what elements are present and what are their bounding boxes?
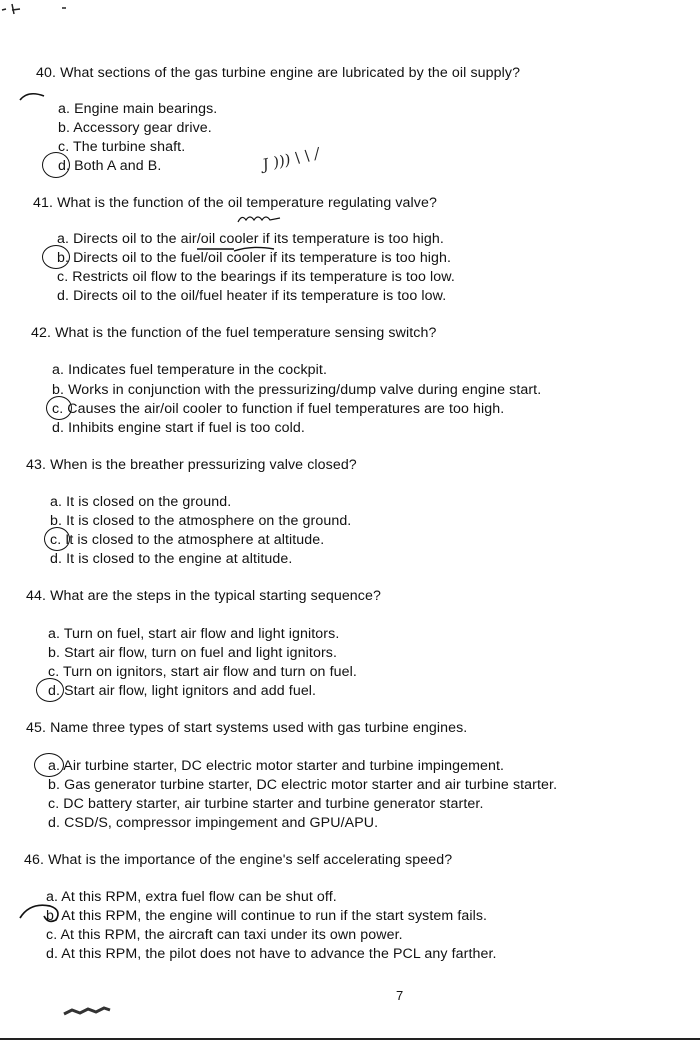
scanner-smudge (62, 1004, 112, 1018)
stray-scan-mark (0, 0, 80, 20)
question-42-option-b: b. Works in conjunction with the pressurizing/dump valve during engine start. (52, 382, 542, 398)
answer-circle-43 (44, 527, 70, 551)
question-45-option-a: a. Air turbine starter, DC electric motor starter and turbine impingement. (48, 758, 505, 774)
question-40-option-d: d. Both A and B. (58, 158, 162, 174)
question-45-option-d: d. CSD/S, compressor impingement and GPU/APU. (48, 815, 379, 831)
question-41-option-d: d. Directs oil to the oil/fuel heater if its temperature is too low. (57, 288, 447, 304)
question-45-option-b: b. Gas generator turbine starter, DC electric motor starter and air turbine starter. (48, 777, 558, 793)
answer-circle-42 (46, 396, 72, 420)
question-41-stem: 41. What is the function of the oil temperature regulating valve? (33, 195, 437, 211)
question-40-option-c: c. The turbine shaft. (58, 139, 186, 155)
question-41-option-c: c. Restricts oil flow to the bearings if its temperature is too low. (57, 269, 455, 285)
question-40-option-a: a. Engine main bearings. (58, 101, 218, 117)
question-44-stem: 44. What are the steps in the typical starting sequence? (26, 588, 381, 604)
question-46-option-d: d. At this RPM, the pilot does not have to advance the PCL any farther. (46, 946, 497, 962)
question-43-option-c: c. It is closed to the atmosphere at altitude. (50, 532, 325, 548)
answer-circle-41 (42, 245, 70, 269)
underline-fuel-oil (232, 245, 276, 255)
answer-circle-44 (36, 678, 64, 702)
question-43-option-a: a. It is closed on the ground. (50, 494, 232, 510)
handwritten-hook-mark (18, 88, 48, 104)
question-43-option-d: d. It is closed to the engine at altitude. (50, 551, 293, 567)
question-44-option-c: c. Turn on ignitors, start air flow and turn on fuel. (48, 664, 357, 680)
question-42-option-c: c. Causes the air/oil cooler to function if fuel temperatures are too high. (52, 401, 505, 417)
question-46-option-c: c. At this RPM, the aircraft can taxi under its own power. (46, 927, 403, 943)
question-41-option-a: a. Directs oil to the air/oil cooler if its temperature is too high. (57, 231, 444, 247)
question-45-stem: 45. Name three types of start systems used with gas turbine engines. (26, 720, 468, 736)
question-44-option-b: b. Start air flow, turn on fuel and light ignitors. (48, 645, 338, 661)
question-44-option-a: a. Turn on fuel, start air flow and light ignitors. (48, 626, 340, 642)
answer-circle-40 (42, 152, 70, 178)
question-46-stem: 46. What is the importance of the engine's self accelerating speed? (24, 852, 453, 868)
question-46-option-a: a. At this RPM, extra fuel flow can be shut off. (46, 889, 337, 905)
question-45-option-c: c. DC battery starter, air turbine starter and turbine generator starter. (48, 796, 484, 812)
question-43-stem: 43. When is the breather pressurizing valve closed? (26, 457, 357, 473)
question-40-option-b: b. Accessory gear drive. (58, 120, 212, 136)
page-number: 7 (396, 988, 404, 1003)
question-44-option-d: d. Start air flow, light ignitors and add fuel. (48, 683, 317, 699)
question-46-option-b: b. At this RPM, the engine will continue to run if the start system fails. (46, 908, 488, 924)
handwritten-squiggle (236, 212, 282, 226)
answer-hook-46 (16, 898, 64, 926)
question-42-option-a: a. Indicates fuel temperature in the cockpit. (52, 362, 327, 378)
question-43-option-b: b. It is closed to the atmosphere on the ground. (50, 513, 352, 529)
question-42-stem: 42. What is the function of the fuel temperature sensing switch? (31, 325, 437, 341)
bottom-border-line (0, 1038, 700, 1040)
handwritten-note-40: J ))) \ \ / (260, 144, 322, 174)
question-40-stem: 40. What sections of the gas turbine engine are lubricated by the oil supply? (36, 65, 521, 81)
question-42-option-d: d. Inhibits engine start if fuel is too cold. (52, 420, 305, 436)
answer-circle-45 (34, 753, 64, 777)
question-41-option-b: b. Directs oil to the fuel/oil cooler if its temperature is too high. (57, 250, 452, 266)
